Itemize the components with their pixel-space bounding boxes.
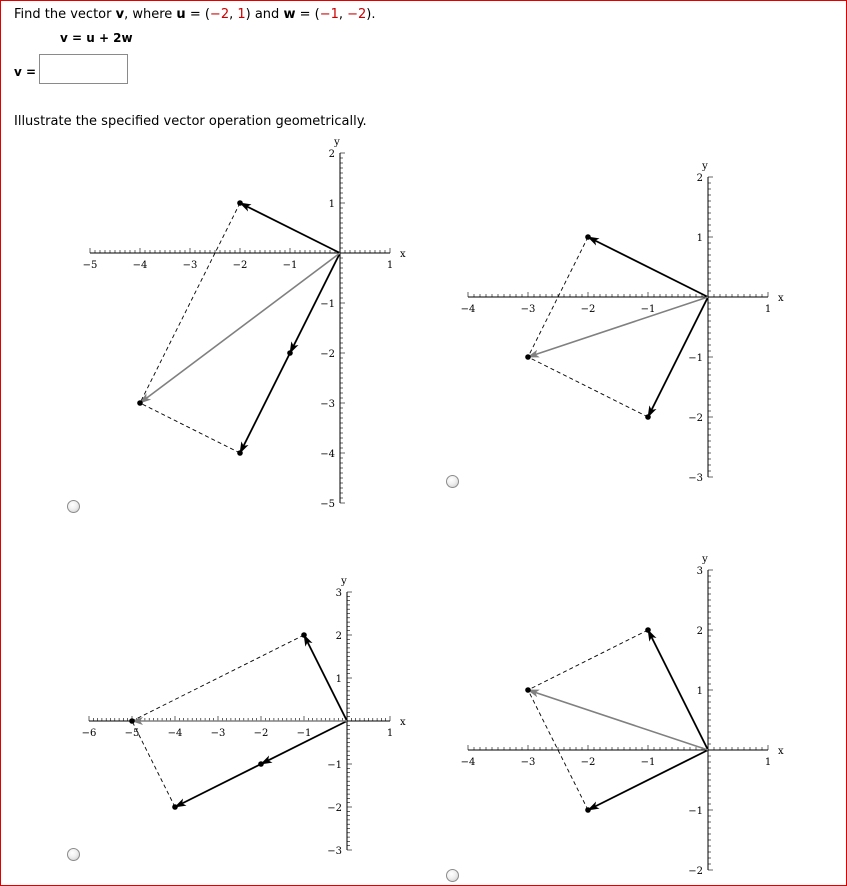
vector-u bbox=[588, 237, 708, 297]
vector-v bbox=[528, 690, 708, 750]
x-tick-label: −2 bbox=[580, 757, 596, 768]
x-tick-label: −3 bbox=[210, 728, 226, 739]
vector-point bbox=[525, 354, 531, 360]
vector-point bbox=[237, 200, 243, 206]
x-tick-label: −5 bbox=[82, 260, 98, 271]
x-axis-label: x bbox=[400, 249, 406, 260]
y-tick-label: 2 bbox=[328, 149, 335, 160]
vector-w bbox=[175, 764, 261, 807]
question-text: Find the vector v, where u = (−2, 1) and w = (−1, −2). bbox=[14, 7, 376, 22]
dashed-guide bbox=[140, 403, 240, 453]
vector-point bbox=[585, 234, 591, 240]
x-tick-label: −4 bbox=[132, 260, 148, 271]
vector-v bbox=[140, 253, 340, 403]
vector-point bbox=[137, 400, 143, 406]
y-tick-label: −1 bbox=[688, 353, 703, 364]
y-tick-label: −2 bbox=[327, 803, 342, 814]
x-tick-label: −2 bbox=[580, 304, 596, 315]
y-axis-label: y bbox=[341, 576, 347, 587]
equation: v = u + 2w bbox=[60, 31, 133, 45]
x-tick-label: −1 bbox=[640, 304, 656, 315]
plot-option-c bbox=[70, 570, 420, 860]
x-tick-label: −5 bbox=[124, 728, 140, 739]
x-tick-label: −4 bbox=[167, 728, 183, 739]
vector-point bbox=[301, 632, 307, 638]
y-tick-label: −5 bbox=[320, 499, 335, 510]
x-tick-label: 1 bbox=[764, 757, 772, 768]
y-tick-label: −2 bbox=[688, 413, 703, 424]
vector-u bbox=[240, 203, 340, 253]
y-tick-label: −2 bbox=[688, 866, 703, 877]
y-tick-label: −3 bbox=[320, 399, 335, 410]
x-tick-label: −1 bbox=[296, 728, 312, 739]
y-tick-label: 3 bbox=[696, 566, 703, 577]
dashed-guide bbox=[140, 203, 240, 403]
x-tick-label: 1 bbox=[386, 728, 394, 739]
x-tick-label: −4 bbox=[460, 757, 476, 768]
y-tick-label: 1 bbox=[335, 674, 342, 685]
vector-point bbox=[645, 414, 651, 420]
x-tick-label: 1 bbox=[386, 260, 394, 271]
instruction-text: Illustrate the specified vector operation geometrically. bbox=[14, 114, 367, 129]
x-tick-label: −1 bbox=[640, 757, 656, 768]
x-tick-label: −3 bbox=[520, 304, 536, 315]
vector-point bbox=[287, 350, 293, 356]
y-axis-label: y bbox=[702, 554, 708, 565]
plot-option-a bbox=[70, 137, 420, 520]
answer-label: v = bbox=[14, 65, 37, 79]
vector-point bbox=[585, 807, 591, 813]
radio-option-b[interactable] bbox=[446, 475, 459, 488]
y-tick-label: −1 bbox=[320, 299, 335, 310]
y-tick-label: −2 bbox=[320, 349, 335, 360]
vector-point bbox=[258, 761, 264, 767]
y-axis-label: y bbox=[334, 137, 340, 148]
y-tick-label: 2 bbox=[696, 173, 703, 184]
vector-point bbox=[645, 627, 651, 633]
vector-point bbox=[525, 687, 531, 693]
x-tick-label: −3 bbox=[182, 260, 198, 271]
plot-option-d bbox=[450, 548, 800, 878]
y-axis-label: y bbox=[702, 161, 708, 172]
x-axis-label: x bbox=[400, 717, 406, 728]
radio-option-c[interactable] bbox=[67, 848, 80, 861]
y-tick-label: 2 bbox=[696, 626, 703, 637]
y-tick-label: −4 bbox=[320, 449, 335, 460]
y-tick-label: −1 bbox=[327, 760, 342, 771]
vector-v bbox=[528, 297, 708, 357]
x-tick-label: 1 bbox=[764, 304, 772, 315]
vector-w bbox=[240, 353, 290, 453]
y-tick-label: 1 bbox=[696, 233, 703, 244]
answer-input[interactable] bbox=[39, 54, 128, 84]
vector-point bbox=[237, 450, 243, 456]
x-axis-label: x bbox=[778, 746, 784, 757]
x-tick-label: −6 bbox=[81, 728, 97, 739]
radio-option-a[interactable] bbox=[67, 500, 80, 513]
dashed-guide bbox=[528, 357, 648, 417]
y-tick-label: 1 bbox=[696, 686, 703, 697]
y-tick-label: −1 bbox=[688, 806, 703, 817]
y-tick-label: 3 bbox=[335, 588, 342, 599]
radio-option-d[interactable] bbox=[446, 869, 459, 882]
dashed-guide bbox=[528, 630, 648, 690]
y-tick-label: 1 bbox=[328, 199, 335, 210]
y-tick-label: −3 bbox=[688, 473, 703, 484]
plot-option-b bbox=[450, 155, 800, 490]
x-tick-label: −2 bbox=[253, 728, 269, 739]
x-tick-label: −4 bbox=[460, 304, 476, 315]
dashed-guide bbox=[132, 635, 304, 721]
y-tick-label: −3 bbox=[327, 846, 342, 857]
y-tick-label: 2 bbox=[335, 631, 342, 642]
vector-point bbox=[129, 718, 135, 724]
x-axis-label: x bbox=[778, 293, 784, 304]
x-tick-label: −1 bbox=[282, 260, 298, 271]
x-tick-label: −3 bbox=[520, 757, 536, 768]
vector-point bbox=[172, 804, 178, 810]
x-tick-label: −2 bbox=[232, 260, 248, 271]
